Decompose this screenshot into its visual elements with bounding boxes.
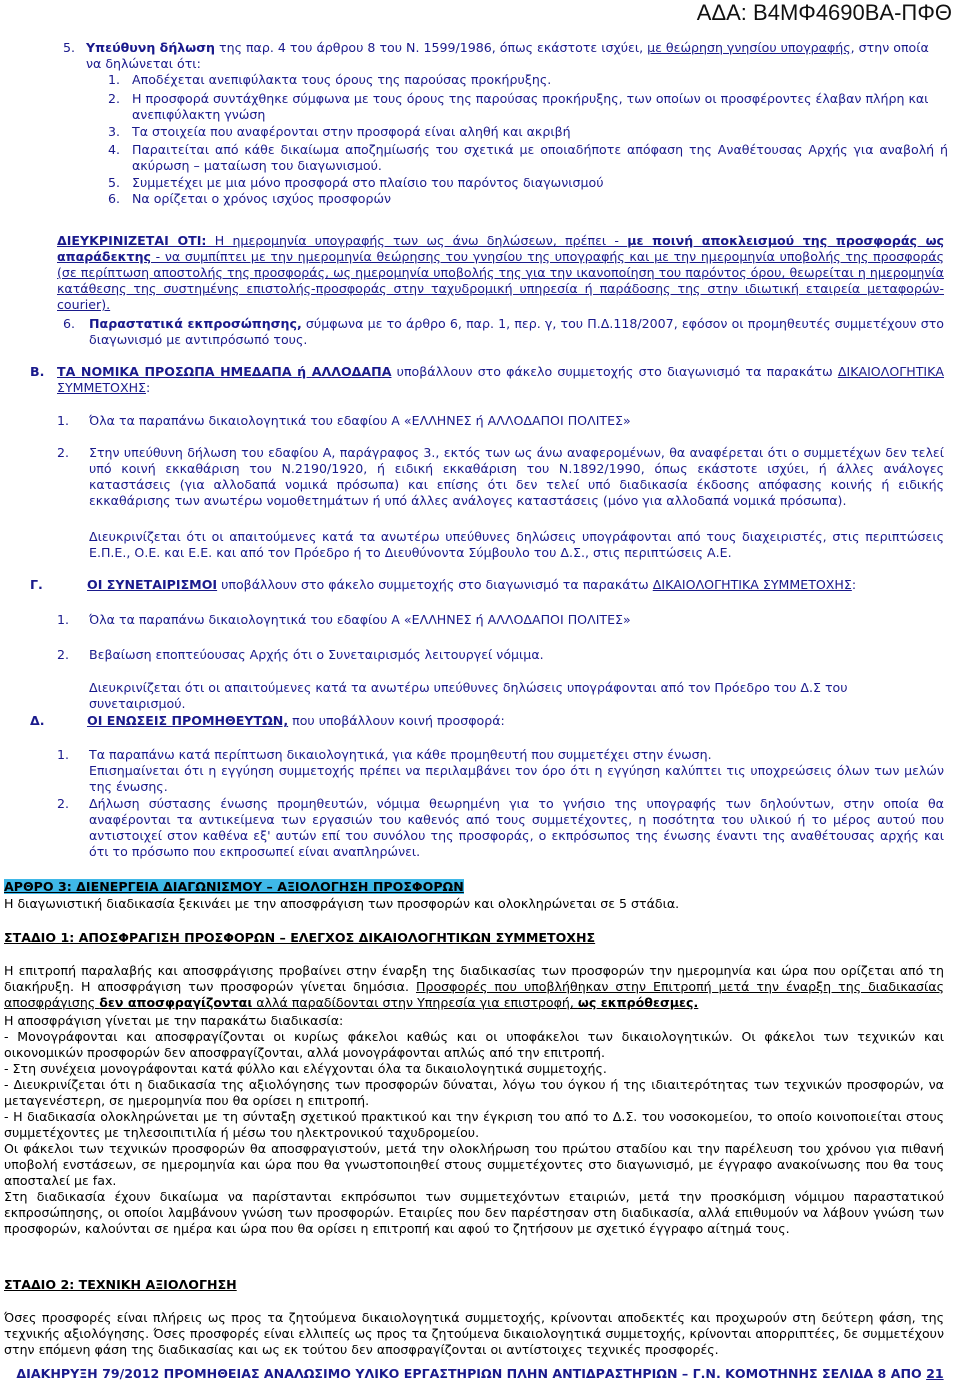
item-5-bold: Υπεύθυνη δήλωση bbox=[86, 40, 215, 55]
section-d-item-1 bbox=[57, 747, 944, 795]
sub-item-number: 6. bbox=[108, 191, 121, 206]
section-g-item-number: 2. bbox=[57, 647, 70, 662]
sub-item-text: Η προσφορά συντάχθηκε σύμφωνα με τους όρους της παρούσας προκήρυξης, των οποίων οι προσφέροντες έλαβαν πλήρη και ανεπιφύλακτη γνώση bbox=[132, 91, 929, 122]
stage-1-p1-underlined-2: αλλά παραδίδονται στην Υπηρεσία για επιστροφή, bbox=[252, 995, 578, 1010]
section-d-item-text-a: Τα παραπάνω κατά περίπτωση δικαιολογητικά, για κάθε προμηθευτή που συμμετέχει στην ένωση. bbox=[89, 747, 712, 762]
item-5-number: 5. bbox=[63, 40, 76, 55]
section-g-underlined: ΔΙΚΑΙΟΛΟΓΗΤΙΚΑ ΣΥΜΜΕΤΟΧΗΣ bbox=[652, 577, 852, 592]
article-3-title bbox=[4, 879, 464, 895]
section-b-bold: ΤΑ ΝΟΜΙΚΑ ΠΡΟΣΩΠΑ ΗΜΕΔΑΠΑ ή ΑΛΛΟΔΑΠΑ bbox=[57, 364, 392, 379]
sub-item-number: 1. bbox=[108, 72, 121, 87]
footer-total-pages: 21 bbox=[926, 1366, 944, 1381]
footer-text: ΔΙΑΚΗΡΥΞΗ 79/2012 ΠΡΟΜΗΘΕΙΑΣ ΑΝΑΛΩΣΙΜΟ ΥΛΙΚΟ ΕΡΓΑΣΤΗΡΙΩΝ ΠΛΗΝ ΑΝΤΙΔΡΑΣΤΗΡΙΩΝ – Γ.Ν. ΚΟΜΟΤΗΝΗΣ ΣΕΛΙΔΑ 8 ΑΠΟ bbox=[16, 1366, 927, 1381]
section-b-note: Διευκρινίζεται ότι οι απαιτούμενες κατά τα ανωτέρω υπεύθυνες δηλώσεις υπογράφονται από τους διαχειριστές, στις περιπτώσεις Ε.Π.Ε., Ο.Ε. και Ε.Ε. και από τον Πρόεδρο ή το Διευθύνοντα Σύμβουλο του Δ.Σ., στις περιπτώσεις Α.Ε. bbox=[89, 529, 944, 560]
item-6-bold: Παραστατικά εκπροσώπησης, bbox=[89, 316, 302, 331]
section-b-item-2 bbox=[57, 445, 944, 509]
stage-1-p1-underlined: Προσφορές που υποβλήθηκαν στην Επιτροπή μετά την έναρξη της διαδικασίας αποσφράγισης bbox=[4, 979, 944, 1010]
stage-1-line: - Στη συνέχεια μονογράφονται κατά φύλλο και ελέγχονται όλα τα δικαιολογητικά συμμετοχής. bbox=[4, 1061, 607, 1076]
item-6-number: 6. bbox=[63, 316, 76, 331]
stage-1-line: - Διευκρινίζεται ότι η διαδικασία της αξιολόγησης των προσφορών δύναται, λόγω του όγκου ή της ιδιαιτερότητας των τεχνικών προσφορών, να μεταγενέστερη, σε ημερομηνία που θα ορίσει η επιτροπή. bbox=[4, 1077, 944, 1108]
section-b bbox=[30, 364, 944, 396]
section-g-text: υποβάλλουν στο φάκελο συμμετοχής στο διαγωνισμό τα παρακάτω bbox=[217, 577, 653, 592]
stage-1-title: ΣΤΑΔΙΟ 1: ΑΠΟΣΦΡΑΓΙΣΗ ΠΡΟΣΦΟΡΩΝ – ΕΛΕΓΧΟΣ ΔΙΚΑΙΟΛΟΓΗΤΙΚΩΝ ΣΥΜΜΕΤΟΧΗΣ bbox=[4, 930, 596, 945]
section-b-colon: : bbox=[146, 380, 151, 395]
section-b-item-text: Στην υπεύθυνη δήλωση του εδαφίου Α, παράγραφος 3., εκτός των ως άνω αναφερομένων, θα αναφέρεται ότι ο συμμετέχων δεν τελεί υπό κοινή εκκαθάριση του Ν.2190/1920, ή ειδική εκκαθάριση του Ν.1892/1990, όπως εκάστοτε ισχύει, ή άλλες ανάλογες καταστάσεις (για αλλοδαπά νομικά πρόσωπα) και επίσης ότι δεν τελεί υπό διαδικασία έκδοσης απόφασης κοινής ή ειδικής εκκαθάρισης των ανωτέρω νομοθετημάτων ή υπό άλλες ανάλογες καταστάσεις (μόνο για αλλοδαπά νομικά πρόσωπα). bbox=[89, 445, 944, 508]
sub-item bbox=[108, 191, 948, 207]
sub-item bbox=[108, 124, 948, 140]
item-5-underlined: με θεώρηση γνησίου υπογραφής bbox=[647, 40, 851, 55]
stage-1-line: Οι φάκελοι των τεχνικών προσφορών θα αποσφραγιστούν, μετά την ολοκλήρωση του πρώτου σταδίου και την παρέλευση του χρόνου για πιθανή υποβολή ενστάσεων, σε ημερομηνία και ώρα που θα γνωστοποιηθεί στους συμμετέχοντες στο διαγωνισμό, με έγγραφο ανακοίνωσης που θα τους αποσταλεί με fax. bbox=[4, 1141, 944, 1188]
section-g-item-number: 1. bbox=[57, 612, 70, 627]
section-g-item-text: Όλα τα παραπάνω δικαιολογητικά του εδαφίου Α «ΕΛΛΗΝΕΣ ή ΑΛΛΟΔΑΠΟΙ ΠΟΛΙΤΕΣ» bbox=[89, 612, 631, 627]
stage-1-line: Στη διαδικασία έχουν δικαίωμα να παρίστανται εκπρόσωποι των συμμετεχόντων εταιριών, μετά την προσκόμιση νόμιμου παραστατικού εκπροσώπησης, οι οποίοι λαμβάνουν γνώση των προσφορών. Εταιρίες που δεν παρέστησαν στη διαδικασία, αλλά επιθυμούν να λάβουν γνώση των προσφορών, καλούνται σε ημέρα και ώρα που θα ορίσει η επιτροπή και αφού το ζητήσουν με σχετικό έγγραφο αίτημά τους. bbox=[4, 1189, 944, 1236]
section-g-item-2 bbox=[57, 647, 944, 663]
sub-item-number: 5. bbox=[108, 175, 121, 190]
sub-item bbox=[108, 142, 948, 174]
section-g-item-1 bbox=[57, 612, 944, 628]
section-b-letter: Β. bbox=[30, 364, 45, 379]
sub-item-text: Τα στοιχεία που αναφέρονται στην προσφορά είναι αληθή και ακριβή bbox=[132, 124, 571, 139]
stage-1-p1-text: Η επιτροπή παραλαβής και αποσφράγισης προβαίνει στην έναρξη της διαδικασίας των προσφορών την ημερομηνία και ώρα που ορίζεται από τη διακήρυξη. Η αποσφράγιση των προσφορών γίνεται δημόσια. bbox=[4, 963, 944, 994]
stage-1-line: - Μονογράφονται και αποσφραγίζονται οι κυρίως φάκελοι καθώς και οι υποφάκελοι των δικαιολογητικών. Οι φάκελοι των τεχνικών και οικονομικών προσφορών δεν αποσφραγίζονται, αλλά μονογράφονται απλώς από την επιτροπή. bbox=[4, 1029, 944, 1060]
sub-item-number: 2. bbox=[108, 91, 121, 106]
section-b-text: υποβάλλουν στο φάκελο συμμετοχής στο διαγωνισμό τα παρακάτω bbox=[391, 364, 838, 379]
sub-item-number: 3. bbox=[108, 124, 121, 139]
section-g-item-text: Βεβαίωση εποπτεύουσας Αρχής ότι ο Συνεταιρισμός λειτουργεί νόμιμα. bbox=[89, 647, 544, 662]
sub-item bbox=[108, 175, 948, 191]
stage-1-p1-bold: δεν αποσφραγίζονται bbox=[99, 995, 253, 1010]
stage-1-line: Η αποσφράγιση γίνεται με την παρακάτω διαδικασία: bbox=[4, 1013, 344, 1028]
section-g-note: Διευκρινίζεται ότι οι απαιτούμενες κατά τα ανωτέρω υπεύθυνες δηλώσεις υπογράφονται από τον Πρόεδρο του Δ.Σ του συνεταιρισμού. bbox=[89, 680, 848, 711]
item-6-text: σύμφωνα με το άρθρο 6, παρ. 1, περ. γ, του Π.Δ.118/2007, εφόσον οι προμηθευτές συμμετέχουν στο διαγωνισμό με αντιπρόσωπό τους. bbox=[89, 316, 944, 347]
sub-item-text: Αποδέχεται ανεπιφύλακτα τους όρους της παρούσας προκήρυξης. bbox=[132, 72, 552, 87]
sub-item-text: Συμμετέχει με μια μόνο προσφορά στο πλαίσιο του παρόντος διαγωνισμού bbox=[132, 175, 604, 190]
item-5-text2: , στην οποία να δηλώνεται ότι: bbox=[86, 40, 929, 71]
article-3-title-text: ΑΡΘΡΟ 3: ΔΙΕΝΕΡΓΕΙΑ ΔΙΑΓΩΝΙΣΜΟΥ – ΑΞΙΟΛΟΓΗΣΗ ΠΡΟΣΦΟΡΩΝ bbox=[4, 879, 464, 894]
section-b-item-text: Όλα τα παραπάνω δικαιολογητικά του εδαφίου Α «ΕΛΛΗΝΕΣ ή ΑΛΛΟΔΑΠΟΙ ΠΟΛΙΤΕΣ» bbox=[89, 413, 631, 428]
section-d-text: που υποβάλλουν κοινή προσφορά: bbox=[288, 713, 505, 728]
stage-1-p1-bold-2: ως εκπρόθεσμες. bbox=[577, 995, 699, 1010]
stage-1-body bbox=[4, 1013, 944, 1237]
item-5 bbox=[63, 40, 943, 72]
section-b-underlined: ΔΙΚΑΙΟΛΟΓΗΤΙΚΑ ΣΥΜΜΕΤΟΧΗΣ bbox=[57, 364, 944, 395]
article-3-intro: Η διαγωνιστική διαδικασία ξεκινάει με την αποσφράγιση των προσφορών και ολοκληρώνεται σε 5 στάδια. bbox=[4, 896, 680, 911]
section-g bbox=[30, 577, 944, 593]
item-5-text1: της παρ. 4 του άρθρου 8 του Ν. 1599/1986, όπως εκάστοτε ισχύει, bbox=[215, 40, 648, 55]
section-d bbox=[30, 713, 944, 729]
stage-2-paragraph: Όσες προσφορές είναι πλήρεις ως προς τα ζητούμενα δικαιολογητικά συμμετοχής, κρίνονται αποδεκτές και προχωρούν στη δεύτερη φάση, της τεχνικής αξιολόγησης. Όσες προσφορές είναι ελλιπείς ως προς τα ζητούμενα δικαιολογητικά συμμετοχής, κρίνονται απορριπτέες, δε συμμετέχουν στην επόμενη φάση της διαδικασίας και ως εκ τούτου δεν αποσφραγίζονται οι αντίστοιχες τεχνικές προσφορές. bbox=[4, 1310, 944, 1357]
clarification-text2: - να συμπίπτει με την ημερομηνία θεώρησης του γνησίου της υπογραφής και με την ημερομηνία υποβολής της προσφοράς (σε περίπτωση αποστολής της προσφοράς, ως ημερομηνία υποβολής της για την ικανοποίηση του παρόντος όρου, θεωρείται η ημερομηνία κατάθεσης της συστημένης επιστολής-προσφοράς στην ταχυδρομική υπηρεσία ή παράδοσης της στην ιδιωτική εταιρεία μεταφορών-courier). bbox=[57, 249, 944, 312]
stage-2-title: ΣΤΑΔΙΟ 2: ΤΕΧΝΙΚΗ ΑΞΙΟΛΟΓΗΣΗ bbox=[4, 1277, 237, 1292]
section-d-bold: ΟΙ ΕΝΩΣΕΙΣ ΠΡΟΜΗΘΕΥΤΩΝ, bbox=[87, 713, 289, 728]
item-6 bbox=[63, 316, 944, 348]
section-b-item-1 bbox=[57, 413, 944, 429]
item-5-sublist bbox=[108, 72, 948, 88]
sub-item-text: Να ορίζεται ο χρόνος ισχύος προσφορών bbox=[132, 191, 392, 206]
ada-code: ΑΔΑ: Β4ΜΦ4690ΒΑ-ΠΦΘ bbox=[696, 0, 952, 25]
section-g-bold: ΟΙ ΣΥΝΕΤΑΙΡΙΣΜΟΙ bbox=[87, 577, 218, 592]
section-g-colon: : bbox=[851, 577, 857, 592]
section-d-item-number: 1. bbox=[57, 747, 70, 762]
section-d-item-2 bbox=[57, 796, 944, 860]
section-d-item-text-b: Επισημαίνεται ότι η εγγύηση συμμετοχής πρέπει να περιλαμβάνει τον όρο ότι η εγγύηση καλύπτει τις υποχρεώσεις όλων των μελών της ένωσης. bbox=[89, 763, 944, 794]
section-d-item-number: 2. bbox=[57, 796, 70, 811]
clarification-text1: Η ημερομηνία υπογραφής των ως άνω δηλώσεων, πρέπει - bbox=[206, 233, 628, 248]
section-b-item-number: 1. bbox=[57, 413, 70, 428]
clarification-lead: ΔΙΕΥΚΡΙΝΙΖΕΤΑΙ ΟΤΙ: bbox=[57, 233, 207, 248]
section-b-item-number: 2. bbox=[57, 445, 70, 460]
sub-item-number: 4. bbox=[108, 142, 121, 157]
sub-item bbox=[108, 72, 948, 88]
section-g-letter: Γ. bbox=[30, 577, 43, 592]
section-d-letter: Δ. bbox=[30, 713, 45, 728]
sub-item-text: Παραιτείται από κάθε δικαίωμα αποζημίωσής του σχετικά με οποιαδήποτε απόφαση της Αναθέτουσας Αρχής για αναβολή ή ακύρωση – ματαίωση του διαγωνισμού. bbox=[132, 142, 948, 173]
stage-1-line: - Η διαδικασία ολοκληρώνεται με τη σύνταξη σχετικού πρακτικού και την έγκριση του από το Δ.Σ. του νοσοκομείου, το οποίο κοινοποιείται στους συμμετέχοντες με τηλεσοιπιτιλία ή μέσω του ηλεκτρονικού ταχυδρομείου. bbox=[4, 1109, 944, 1140]
section-d-item-text: Δήλωση σύστασης ένωσης προμηθευτών, νόμιμα θεωρημένη για το γνήσιο της υπογραφής των δηλούντων, στην οποία θα αναφέρονται τα αντικείμενα των εργασιών του καθενός από τους συμμετέχοντες, η ποσότητα του υλικού ή το μέρος αυτού που αντιστοιχεί στον καθένα εξ' αυτών επί του συνόλου της προσφοράς, ο εκπρόσωπος της ένωσης έναντι της αναθέτουσας αρχής και ότι το πρόσωπο που εκπροσωπεί είναι αναπληρώνει. bbox=[89, 796, 944, 859]
clarification-paragraph bbox=[57, 233, 944, 313]
stage-1-paragraph-1 bbox=[4, 963, 944, 1011]
page-footer bbox=[0, 1366, 960, 1382]
sub-item bbox=[108, 91, 948, 123]
clarification-bold: με ποινή αποκλεισμού της προσφοράς ως απαράδεκτης bbox=[57, 233, 944, 264]
